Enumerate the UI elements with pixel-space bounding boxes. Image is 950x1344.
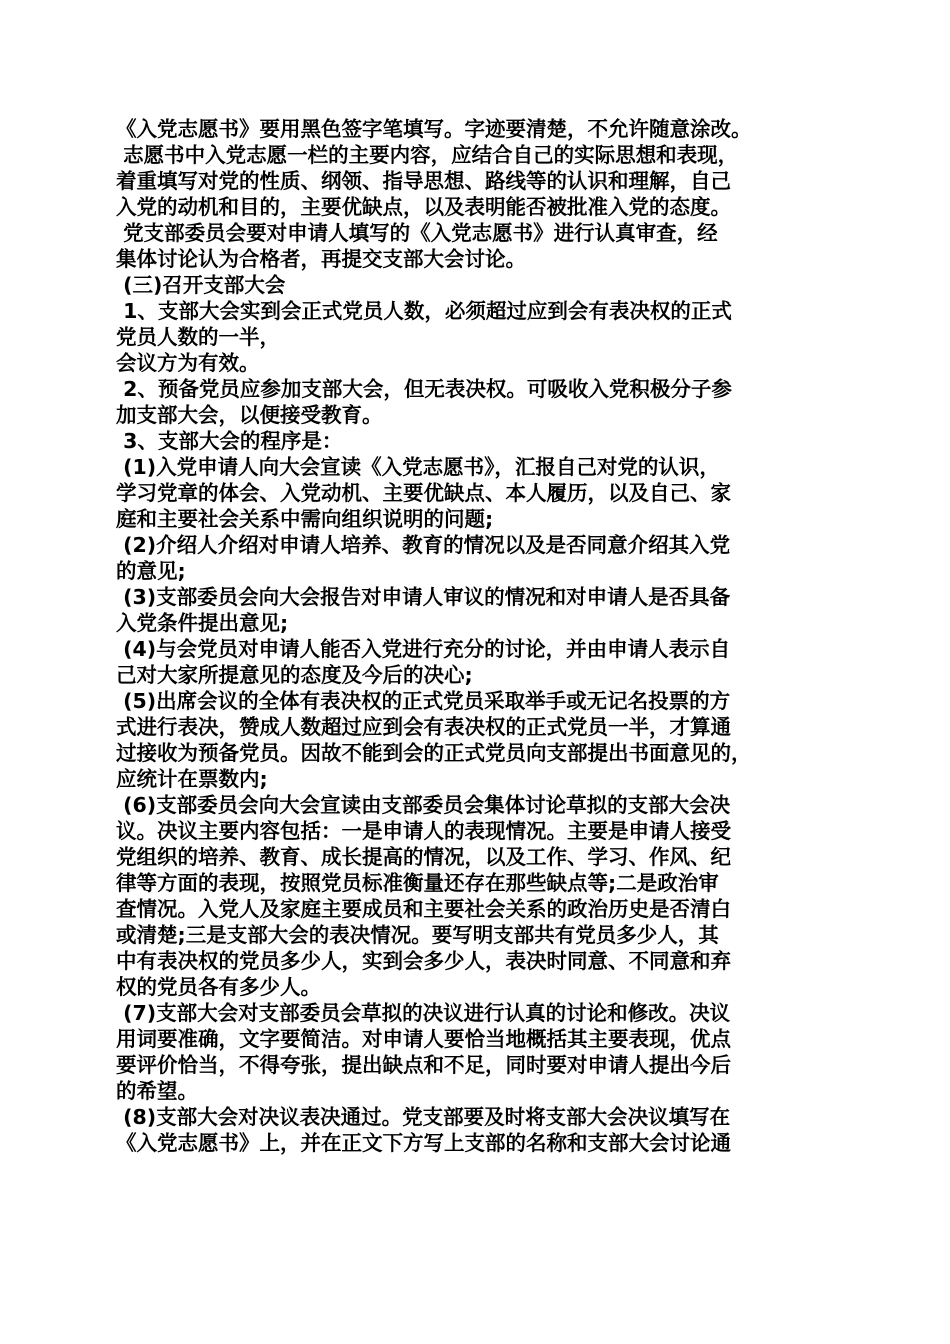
text-line: 应统计在票数内; bbox=[116, 767, 268, 791]
text-line: (6)支部委员会向大会宣读由支部委员会集体讨论草拟的支部大会决 bbox=[116, 793, 731, 817]
text-line: 权的党员各有多少人。 bbox=[116, 975, 321, 999]
text-line: (8)支部大会对决议表决通过。党支部要及时将支部大会决议填写在 bbox=[116, 1105, 731, 1129]
text-line: 党员人数的一半， bbox=[116, 325, 280, 349]
text-line: (2)介绍人介绍对申请人培养、教育的情况以及是否同意介绍其入党 bbox=[116, 533, 731, 557]
text-line: (7)支部大会对支部委员会草拟的决议进行认真的讨论和修改。决议 bbox=[116, 1001, 731, 1025]
text-line: 议。决议主要内容包括：一是申请人的表现情况。主要是申请人接受 bbox=[116, 819, 731, 843]
text-line: (4)与会党员对申请人能否入党进行充分的讨论，并由申请人表示自 bbox=[116, 637, 731, 661]
text-line: 用词要准确，文字要简洁。对申请人要恰当地概括其主要表现，优点 bbox=[116, 1027, 731, 1051]
text-line: 查情况。入党人及家庭主要成员和主要社会关系的政治历史是否清白 bbox=[116, 897, 731, 921]
text-line: 《入党志愿书》要用黑色签字笔填写。字迹要清楚，不允许随意涂改。 bbox=[116, 117, 752, 141]
text-line: 2、预备党员应参加支部大会，但无表决权。可吸收入党积极分子参 bbox=[116, 377, 732, 401]
text-line: 《入党志愿书》上，并在正文下方写上支部的名称和支部大会讨论通 bbox=[116, 1131, 731, 1155]
text-line: (5)出席会议的全体有表决权的正式党员采取举手或无记名投票的方 bbox=[116, 689, 731, 713]
text-line: 集体讨论认为合格者，再提交支部大会讨论。 bbox=[116, 247, 526, 271]
section-heading: (三)召开支部大会 bbox=[116, 273, 286, 297]
text-line: 的意见; bbox=[116, 559, 186, 583]
text-line: 过接收为预备党员。因故不能到会的正式党员向支部提出书面意见的， bbox=[116, 741, 752, 765]
text-line: 1、支部大会实到会正式党员人数，必须超过应到会有表决权的正式 bbox=[116, 299, 732, 323]
text-line: 会议方为有效。 bbox=[116, 351, 260, 375]
text-line: 加支部大会，以便接受教育。 bbox=[116, 403, 383, 427]
text-line: 3、支部大会的程序是： bbox=[116, 429, 343, 453]
text-line: 庭和主要社会关系中需向组织说明的问题; bbox=[116, 507, 494, 531]
text-line: 中有表决权的党员多少人，实到会多少人，表决时同意、不同意和弃 bbox=[116, 949, 731, 973]
text-line: 党组织的培养、教育、成长提高的情况，以及工作、学习、作风、纪 bbox=[116, 845, 731, 869]
text-line: 式进行表决，赞成人数超过应到会有表决权的正式党员一半，才算通 bbox=[116, 715, 731, 739]
text-line: 要评价恰当，不得夸张，提出缺点和不足，同时要对申请人提出今后 bbox=[116, 1053, 731, 1077]
text-line: 或清楚;三是支部大会的表决情况。要写明支部共有党员多少人，其 bbox=[116, 923, 719, 947]
text-line: 的希望。 bbox=[116, 1079, 198, 1103]
text-line: (3)支部委员会向大会报告对申请人审议的情况和对申请人是否具备 bbox=[116, 585, 731, 609]
text-line: 入党的动机和目的，主要优缺点，以及表明能否被批准入党的态度。 bbox=[116, 195, 731, 219]
text-line: 学习党章的体会、入党动机、主要优缺点、本人履历，以及自己、家 bbox=[116, 481, 731, 505]
text-line: 己对大家所提意见的态度及今后的决心; bbox=[116, 663, 473, 687]
text-line: 志愿书中入党志愿一栏的主要内容，应结合自己的实际思想和表现， bbox=[116, 143, 739, 167]
document-body bbox=[116, 116, 846, 1156]
text-line: 党支部委员会要对申请人填写的《入党志愿书》进行认真审查，经 bbox=[116, 221, 718, 245]
text-line: (1)入党申请人向大会宣读《入党志愿书》，汇报自己对党的认识， bbox=[116, 455, 720, 479]
text-line: 律等方面的表现，按照党员标准衡量还存在那些缺点等;二是政治审 bbox=[116, 871, 719, 895]
text-line: 入党条件提出意见; bbox=[116, 611, 289, 635]
text-line: 着重填写对党的性质、纲领、指导思想、路线等的认识和理解，自己 bbox=[116, 169, 731, 193]
